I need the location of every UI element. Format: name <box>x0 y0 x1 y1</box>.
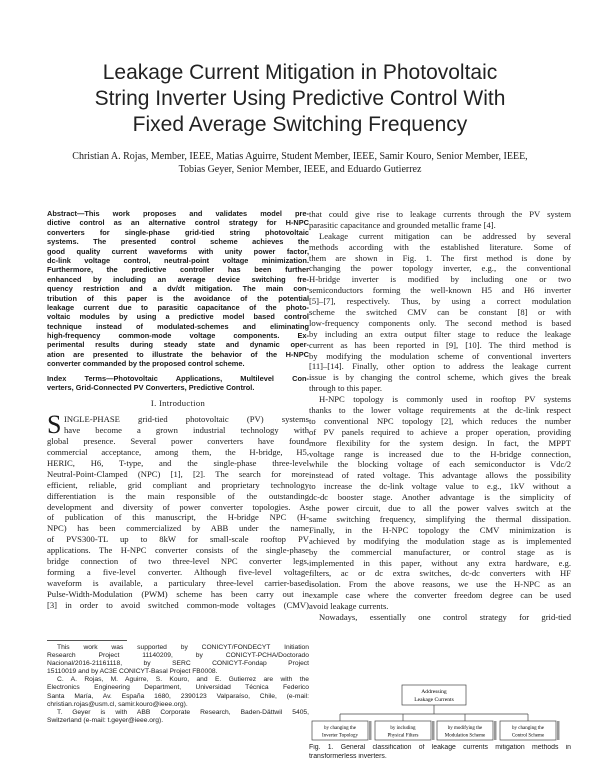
body-line: same switching frequency, simplifying the thermal dissipation. <box>309 513 571 524</box>
intro-line: waveform is available, a particulary three-level carrier-based <box>47 577 309 588</box>
abstract <box>47 209 309 392</box>
intro-line: HERIC, H6, T-type, and the single-phase three-level <box>47 457 309 468</box>
introduction <box>47 398 309 610</box>
abstract-line: technique instead of modulated-schemes and eliminating <box>47 321 309 331</box>
footnote-line: 15110019 and by AC3E CONICYT-Basal Project FB0008. <box>47 668 218 676</box>
abstract-line: Furthermore, the predictive controller has been further <box>47 265 309 275</box>
box-shadow <box>557 721 560 740</box>
left-column <box>47 209 309 610</box>
author-list <box>20 150 580 176</box>
footnote-line: T. Geyer is with ABB Corporate Research, Baden-Dättwil 5405, <box>57 708 309 716</box>
author-line: Christian A. Rojas, Member, IEEE, Matias Aguirre, Student Member, IEEE, Samir Kouro, Senior Member, IEEE, <box>72 151 528 162</box>
body-line: Finally, in the H-NPC topology the CMV minimization is <box>309 524 571 535</box>
body-line: voltage range is increased due to the H-bridge connection, <box>309 448 571 459</box>
body-line: them are shown in Fig. 1. The first method is done by <box>309 252 571 263</box>
body-line: issue is by changing the control scheme, which gives the break <box>309 372 571 383</box>
intro-line: Pulse-Width-Modulation (PWM) scheme has been carry out in <box>47 588 309 599</box>
body-line: achieved by modifying the modulation stage as is implemented <box>309 535 571 546</box>
abstract-line: systems. The presented control scheme achieves the <box>47 237 309 247</box>
intro-line: bridge connection of two three-level NPC converter legs, <box>47 556 309 566</box>
footnote-line: Nacional/2016-21161118, by SERC CONICYT-Fondap Project <box>47 660 309 668</box>
body-line: to increase the dc-link voltage value to e.g., 1kV without a <box>309 481 571 492</box>
body-line: instead of rated voltage. This advantage allows the possibility <box>309 470 571 481</box>
body-line: scheme the switched CMV can be constant [8] or with <box>309 307 571 318</box>
intro-line: have become a grown industrial technology with <box>64 425 309 436</box>
caption-line: transformerless inverters. <box>309 752 387 760</box>
abstract-line: high-frequency common-mode voltage components. Ex- <box>47 331 309 341</box>
footnote-line: Switzerland (e-mail: t.geyer@ieee.org). <box>47 716 164 724</box>
intro-line: of PVS300-TL up to 8kW for small-scale rooftop PV <box>47 534 309 545</box>
intro-line: differentiation is the main responsible of the outstanding <box>47 490 309 501</box>
intro-line: INGLE-PHASE grid-tied photovoltaic (PV) systems <box>64 414 309 425</box>
body-line: changing the power topology inverter, e.g., the conventional <box>309 263 571 274</box>
body-line: H-NPC topology is commonly used in rooftop PV systems <box>319 394 571 405</box>
abstract-line: enhanced by including an average device switching fre- <box>47 274 309 284</box>
body-line: [5]–[7], respectively. Thus, by using a correct modulation <box>309 296 571 307</box>
top-box-label: Leakage Currents <box>414 697 454 703</box>
body-line: isolation. From the above reasons, we use the H-NPC as an <box>309 579 571 590</box>
method-label: Modulation Scheme <box>444 733 486 739</box>
box-shadow <box>494 721 497 740</box>
abstract-line: ation are presented to illustrate the behavior of the H-NPC <box>47 349 309 359</box>
body-line: filters, ac or dc extra switches, dc-dc converters with HF <box>309 568 571 579</box>
body-line: more flexibility for the system design. In fact, the MPPT <box>309 437 571 448</box>
intro-line: [3] in order to avoid switched common-mode voltages (CMV) <box>47 599 309 610</box>
intro-line: global presence. Several power converters have found <box>47 436 309 447</box>
abstract-line: Abstract—This work proposes and validates model pre- <box>47 209 309 218</box>
body-line: example case where the converter freedom degree can be used <box>309 590 571 601</box>
abstract-line: dc-link voltage control, neutral-point voltage minimization. <box>47 255 309 265</box>
body-line: of PV panels required to achieve a proper operation, providing <box>309 426 571 437</box>
abstract-line: converters for single-phase grid-tied string photovoltaic <box>47 227 309 237</box>
abstract-line: good quality current waveforms with unity power factor, <box>47 246 309 256</box>
body-line: to conventional NPC topology [2], which reduces the number <box>309 415 571 426</box>
classification-diagram <box>309 684 571 742</box>
body-line: thanks to the lower voltage requirements at the dc-link respect <box>309 405 571 416</box>
body-line: through to this paper. <box>309 383 383 394</box>
body-line: by modifying the modulation scheme of conventional inverters <box>309 350 571 361</box>
intro-paragraph <box>47 410 309 610</box>
abstract-line: quency restriction and a dv/dt mitigation. The main con- <box>47 284 309 294</box>
body-line: that could give rise to leakage currents through the PV system <box>309 209 571 219</box>
paper-title <box>30 60 570 138</box>
section-heading: I. Introduction <box>150 398 206 409</box>
dropcap: S <box>47 410 62 440</box>
body-line: parasitic capacitance and grounded metallic frame [4]. <box>309 219 496 230</box>
footnote-line: Santa María, Av. España 1680, 2390123 Valparaíso, Chile, (e-mail: <box>47 692 309 700</box>
index-terms-line: Index Terms—Photovoltaic Applications, Multilevel Con- <box>47 373 309 383</box>
body-line: Leakage current mitigation can be addressed by several <box>319 230 571 241</box>
body-line: semiconductors forming the well-known H5 and H6 inverter <box>309 285 571 296</box>
body-line: by the commercial manufacturer, or control stage as is <box>309 546 571 557</box>
abstract-line: tribution of this paper is the avoidance of the potential <box>47 293 309 303</box>
intro-line: commercial acceptance, among them, the H-bridge, H5, <box>47 447 309 458</box>
body-line: low-frequency components only. The second method is based <box>309 317 571 328</box>
body-line: [11]–[14]. Finally, other option to address the leakage current <box>309 361 571 372</box>
abstract-line: voltaic modules by using a predictive model based control <box>47 312 309 322</box>
method-label: by changing the <box>324 726 356 731</box>
footnote-line: christian.rojas@usm.cl, samir.kouro@ieee.org). <box>47 700 188 708</box>
intro-line: of publication of this manuscript, the H-bridge NPC (H- <box>47 512 309 523</box>
method-label: Inverter Topology <box>321 733 359 739</box>
box-shadow <box>369 721 372 740</box>
method-label: Control Scheme <box>511 733 545 739</box>
body-line: Nowadays, essentially one control strategy for grid-tied <box>319 611 571 622</box>
intro-line: applications. The H-NPC converter consists of the single-phase <box>47 545 309 556</box>
body-line: H-bridge inverter is modified by including one or two <box>309 274 571 285</box>
index-terms-line: verters, Grid-Connected PV Converters, Predictive Control. <box>47 383 255 393</box>
method-label: by including <box>390 726 416 731</box>
abstract-line: perimental results during steady state and dynamic oper- <box>47 340 309 350</box>
intro-line: NPC) has been commercialized by ABB under the name <box>47 523 309 534</box>
method-label: by changing the <box>512 726 544 731</box>
body-line: current as has been reported in [9], [10]. The third method is <box>309 339 571 350</box>
footnote-rule <box>47 640 127 641</box>
body-line: by including an extra output filter stage to reduce the leakage <box>309 328 571 339</box>
abstract-line: dictive control as an alternative control strategy for H-NPC <box>47 218 309 228</box>
footnote-line: Research Project 11140209, by CONICYT-PCHA/Doctorado <box>47 652 309 660</box>
body-line: dc-dc booster stage. Another advantage is the simplicity of <box>309 492 571 503</box>
caption-line: Fig. 1. General classification of leakage currents mitigation methods in <box>309 744 571 751</box>
body-line: while the blocking voltage of each semiconductor is Vdc/2 <box>309 459 571 470</box>
footnote-line: C. A. Rojas, M. Aguirre, S. Kouro, and E. Gutierrez are with the <box>57 676 309 684</box>
box-shadow <box>432 721 435 740</box>
figure-caption <box>309 744 571 761</box>
abstract-line: leakage current due to parasitic capacitance of the photo- <box>47 302 309 312</box>
intro-line: Neutral-Point-Clamped (NPC) [1], [2]. The search for more <box>47 468 309 479</box>
abstract-line: converter commanded by the proposed control scheme. <box>47 359 245 369</box>
footnote-line: This work was supported by CONICYT/FONDECYT Initiation <box>57 644 309 651</box>
body-line: implemented in this paper, without any extra hardware, e.g. <box>309 557 571 568</box>
body-line: the power circuit, due to all the power valves switch at the <box>309 503 571 514</box>
method-label: by modifying the <box>447 726 483 731</box>
footnote-line: Electronics Engineering Department, Universidad Técnica Federico <box>47 684 309 692</box>
author-line: Tobias Geyer, Senior Member, IEEE, and Eduardo Gutierrez <box>178 164 422 175</box>
method-label: Physical Filters <box>387 733 419 739</box>
title-line: Leakage Current Mitigation in Photovoltaic <box>102 61 498 84</box>
intro-line: development and diversity of power converter topologies. As <box>47 501 309 512</box>
title-line: Fixed Average Switching Frequency <box>132 113 468 136</box>
footnotes <box>47 644 309 725</box>
body-line: methods according with the established literature. Some of <box>309 241 571 252</box>
body-line: avoid leakage currents. <box>309 601 389 612</box>
intro-line: efficient, reliable, grid compliant and proprietary technology <box>47 479 309 490</box>
intro-line: forming a five-level converter. Although five-level voltage <box>47 566 309 577</box>
right-column <box>309 209 571 623</box>
top-box-label: Addressing <box>421 689 447 695</box>
title-line: String Inverter Using Predictive Control With <box>94 87 506 110</box>
